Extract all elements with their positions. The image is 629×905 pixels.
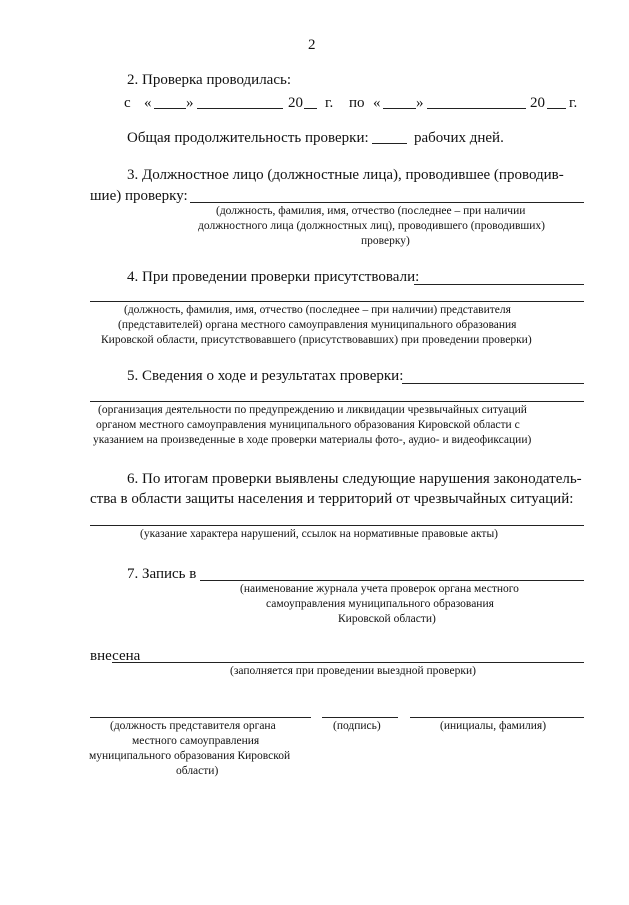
section-7-caption3: Кировской области) bbox=[338, 613, 436, 625]
section-7-line1: 7. Запись в bbox=[127, 566, 197, 582]
duration-field[interactable] bbox=[372, 143, 407, 144]
section-3-line1: 3. Должностное лицо (должностные лица), проводившее (проводив- bbox=[127, 167, 564, 183]
year-from-field[interactable] bbox=[304, 108, 317, 109]
month-from-field[interactable] bbox=[197, 108, 283, 109]
page-number: 2 bbox=[308, 37, 316, 53]
section-4-caption1: (должность, фамилия, имя, отчество (последнее – при наличии) представителя bbox=[124, 304, 511, 316]
section-5-caption1: (организация деятельности по предупреждению и ликвидации чрезвычайных ситуаций bbox=[98, 404, 527, 416]
section-5-line1: 5. Сведения о ходе и результатах проверки: bbox=[127, 368, 404, 384]
year-to-field[interactable] bbox=[547, 108, 566, 109]
signature-sign-field[interactable] bbox=[322, 717, 398, 718]
journal-field[interactable] bbox=[200, 580, 584, 581]
section-4-caption2: (представителей) органа местного самоуправления муниципального образования bbox=[118, 319, 517, 331]
section-3-line2: шие) проверку: bbox=[90, 188, 188, 204]
year-to-prefix: 20 bbox=[530, 95, 545, 111]
day-from-field[interactable] bbox=[154, 108, 186, 109]
section-7-caption2: самоуправления муниципального образования bbox=[266, 598, 494, 610]
inspector-field[interactable] bbox=[190, 202, 584, 203]
entered-label: внесена bbox=[90, 648, 141, 664]
section-6-line2: ства в области защиты населения и территорий от чрезвычайных ситуаций: bbox=[90, 491, 574, 507]
attendees-field-2[interactable] bbox=[90, 301, 584, 302]
signature-name-field[interactable] bbox=[410, 717, 584, 718]
signature-position-caption3: муниципального образования Кировской bbox=[89, 750, 291, 762]
date-to-word: по bbox=[349, 95, 365, 111]
section-6-line1: 6. По итогам проверки выявлены следующие нарушения законодатель- bbox=[127, 471, 582, 487]
section-2-title: 2. Проверка проводилась: bbox=[127, 72, 291, 88]
signature-name-caption: (инициалы, фамилия) bbox=[440, 720, 547, 732]
date-from-prefix: с bbox=[124, 95, 131, 111]
duration-unit: рабочих дней. bbox=[414, 130, 504, 146]
year-from-prefix: 20 bbox=[288, 95, 303, 111]
signature-position-caption2: местного самоуправления bbox=[132, 735, 260, 747]
section-5-caption2: органом местного самоуправления муниципального образования Кировской области с bbox=[96, 419, 520, 431]
quote-close-2: » bbox=[416, 95, 424, 111]
attendees-field-1[interactable] bbox=[414, 284, 584, 285]
month-to-field[interactable] bbox=[427, 108, 526, 109]
section-3-caption1: (должность, фамилия, имя, отчество (последнее – при наличии bbox=[216, 205, 526, 217]
section-3-caption3: проверку) bbox=[361, 235, 410, 247]
signature-sign-caption: (подпись) bbox=[333, 720, 381, 732]
day-to-field[interactable] bbox=[383, 108, 416, 109]
quote-close-1: » bbox=[186, 95, 194, 111]
section-7-caption1: (наименование журнала учета проверок органа местного bbox=[240, 583, 519, 595]
quote-open-1: « bbox=[144, 95, 152, 111]
entered-field[interactable] bbox=[112, 662, 584, 663]
year-from-suffix: г. bbox=[325, 95, 334, 111]
signature-position-caption4: области) bbox=[176, 765, 219, 777]
signature-position-caption1: (должность представителя органа bbox=[110, 720, 276, 732]
signature-position-field[interactable] bbox=[90, 717, 311, 718]
violations-field[interactable] bbox=[90, 525, 584, 526]
results-field-2[interactable] bbox=[90, 401, 584, 402]
section-4-caption3: Кировской области, присутствовавшего (присутствовавших) при проведении проверки) bbox=[101, 334, 532, 346]
duration-label: Общая продолжительность проверки: bbox=[127, 130, 369, 146]
entered-caption: (заполняется при проведении выездной проверки) bbox=[230, 665, 476, 677]
section-4-line1: 4. При проведении проверки присутствовали: bbox=[127, 269, 420, 285]
section-5-caption3: указанием на произведенные в ходе проверки материалы фото-, аудио- и видеофиксации) bbox=[93, 434, 532, 446]
quote-open-2: « bbox=[373, 95, 381, 111]
year-to-suffix: г. bbox=[569, 95, 578, 111]
section-3-caption2: должностного лица (должностных лиц), проводившего (проводивших) bbox=[198, 220, 546, 232]
results-field-1[interactable] bbox=[402, 383, 584, 384]
section-6-caption1: (указание характера нарушений, ссылок на нормативные правовые акты) bbox=[140, 528, 499, 540]
